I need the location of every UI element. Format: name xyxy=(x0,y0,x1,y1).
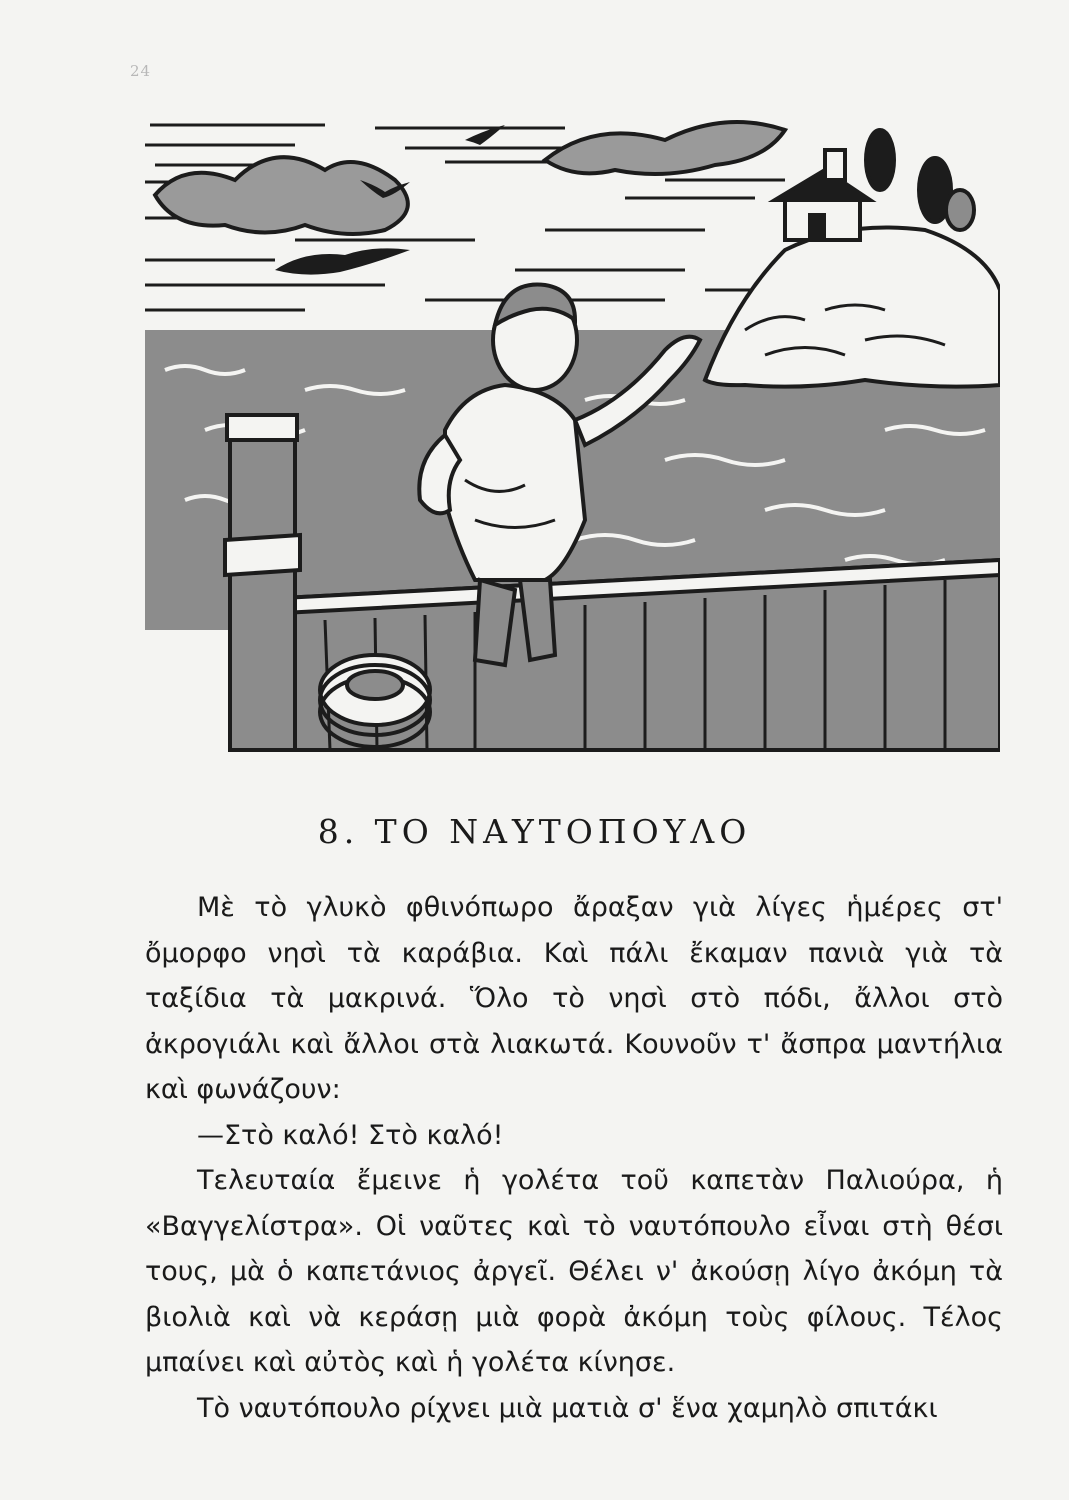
paragraph: Μὲ τὸ γλυκὸ φθινόπωρο ἄραξαν γιὰ λίγες ἡμέρες στ' ὄμορφο νησὶ τὰ καράβια. Καὶ πάλι ἔκαμαν πανιὰ γιὰ τὰ ταξίδια τὰ μακρινά. Ὅλο τὸ νησὶ στὸ πόδι, ἄλλοι στὸ ἀκρογιάλι καὶ ἄλλοι στὰ λιακωτά. Κουνοῦν τ' ἄσπρα μαντήλια καὶ φωνάζουν: xyxy=(145,892,1003,1105)
paragraph: Τὸ ναυτόπουλο ρίχνει μιὰ ματιὰ σ' ἕνα χαμηλὸ σπιτάκι xyxy=(197,1392,938,1424)
woodcut-illustration xyxy=(145,100,1000,760)
island xyxy=(705,130,1000,387)
story-text xyxy=(145,885,1003,1431)
page-number: 24 xyxy=(130,62,152,80)
dialogue-line: —Στὸ καλό! Στὸ καλό! xyxy=(197,1119,504,1151)
illustration-drawing xyxy=(145,100,1000,760)
paragraph: Τελευταία ἔμεινε ἡ γολέτα τοῦ καπετὰν Παλιούρα, ἡ «Βαγγελίστρα». Οἱ ναῦτες καὶ τὸ ναυτόπουλο εἶναι στὴ θέσι τους, μὰ ὁ καπετάνιος ἀργεῖ. Θέλει ν' ἀκούσῃ λίγο ἀκόμη τὰ βιολιὰ καὶ νὰ κεράσῃ μιὰ φορὰ ἀκόμη τοὺς φίλους. Τέλος μπαίνει καὶ αὐτὸς καὶ ἡ γολέτα κίνησε. xyxy=(145,1165,1003,1378)
bollard xyxy=(225,415,300,750)
chapter-title: 8. ΤΟ ΝΑΥΤΟΠΟΥΛΟ xyxy=(317,812,752,851)
